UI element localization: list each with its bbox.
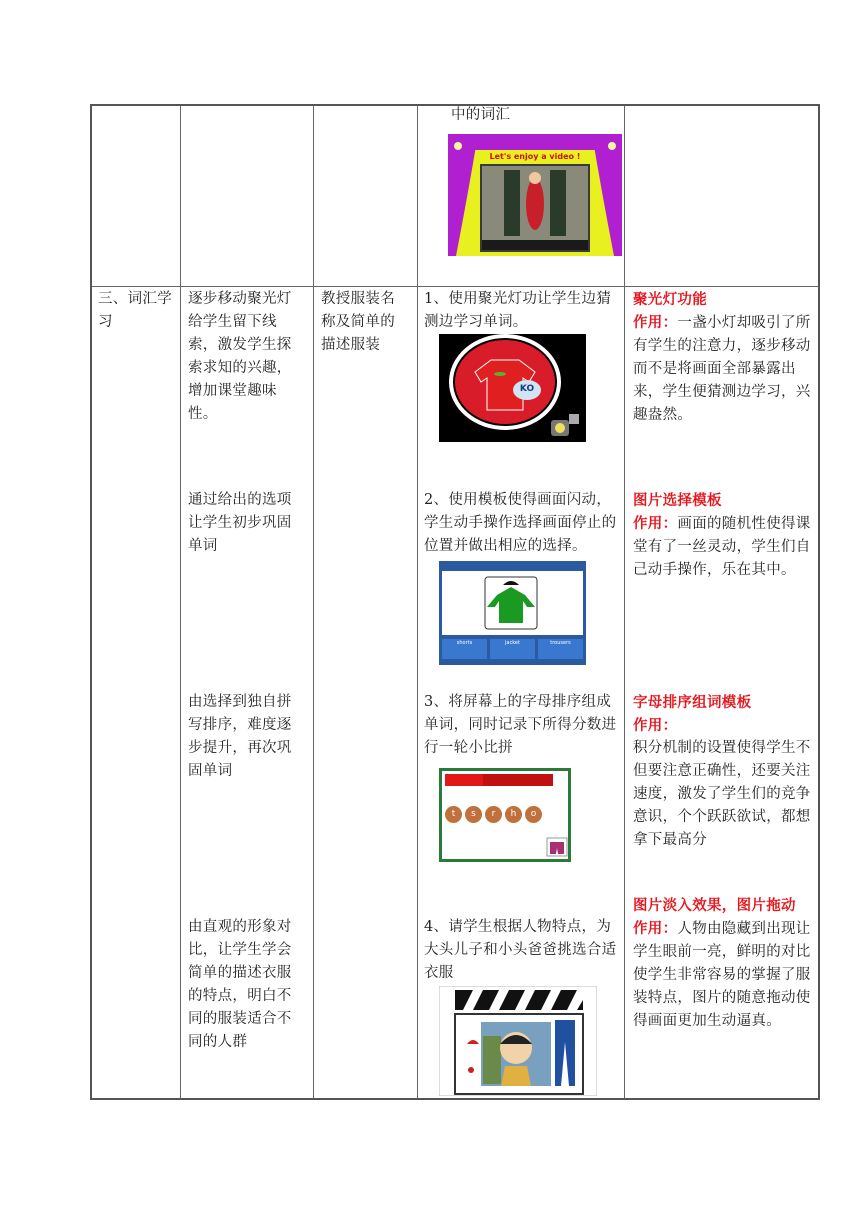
step-4: 4、请学生根据人物特点，为大头儿子和小头爸爸挑选合适衣服 [424,919,617,981]
goal-3: 由选择到独自拼写排序，难度逐步提升，再次巩固单词 [188,694,292,779]
feature-2-label: 作用： [633,515,678,532]
goal-1: 逐步移动聚光灯给学生留下线索，激发学生探索求知的兴趣，增加课堂趣味性。 [188,291,292,422]
video-banner-text: Let's enjoy a video ! [489,152,581,161]
step-1: 1、使用聚光灯功让学生边猜测边学习单词。 [424,291,612,330]
activity-text-tail: 中的词汇 [451,107,511,123]
feature-3-text: 积分机制的设置使得学生不但要注意正确性，还要关注速度，激发了学生们的竞争意识，个个跃跃欲试，都想拿下最高分 [633,740,811,848]
choice-option[interactable]: trousers [550,640,571,646]
col-divider [313,106,314,1098]
feature-4-title: 图片淡入效果，图片拖动 [633,897,796,914]
feature-2-title: 图片选择模板 [633,492,722,509]
content-text: 教授服装名称及简单的描述服装 [321,291,395,353]
feature-2-text: 画面的随机性使得课堂有了一丝灵动，学生们自己动手操作，乐在其中。 [633,516,811,578]
choice-option[interactable]: shorts [456,640,473,646]
feature-3-title: 字母排序组词模板 [633,694,752,711]
col-divider [180,106,181,1098]
feature-4-label: 作用： [633,920,678,937]
feature-3-label: 作用： [633,717,678,734]
choice-option[interactable]: jacket [505,640,520,646]
row-divider [92,286,818,287]
feature-4-text: 人物由隐藏到出现让学生眼前一亮，鲜明的对比使学生非常容易的掌握了服装特点，图片的随意拖动使得画面更加生动逼真。 [633,921,811,1029]
video-stage-image [448,134,622,256]
goal-4: 由直观的形象对比，让学生学会简单的描述衣服的特点，明白不同的服装适合不同的人群 [188,919,292,1050]
feature-4-body [633,917,815,1033]
letter-sort-image [439,768,571,862]
step-2: 2、使用模板使得画面闪动，学生动手操作选择画面停止的位置并做出相应的选择。 [424,492,617,554]
feature-1-label: 作用： [633,314,678,331]
letter-tile[interactable]: t [445,806,462,823]
col-divider [417,106,418,1098]
clothes-drag-image [439,986,597,1096]
picture-choice-image [439,561,586,665]
stage-label: 三、词汇学习 [98,291,172,330]
goal-2: 通过给出的选项让学生初步巩固单词 [188,492,292,554]
letter-tile[interactable]: o [525,806,542,823]
letter-tiles [445,806,542,823]
spotlight-label: KO [519,384,535,394]
feature-1-body [633,311,815,427]
letter-tile[interactable]: h [505,806,522,823]
col-divider [624,106,625,1098]
feature-1-text: 一盏小灯却吸引了所有学生的注意力，逐步移动而不是将画面全部暴露出来，学生便猜测边学习，兴趣盎然。 [633,315,811,423]
letter-tile[interactable]: s [465,806,482,823]
spotlight-image [439,334,586,442]
feature-1-title: 聚光灯功能 [633,291,707,308]
feature-2-body [633,512,815,582]
step-3: 3、将屏幕上的字母排序组成单词，同时记录下所得分数进行一轮小比拼 [424,694,617,756]
letter-tile[interactable]: r [485,806,502,823]
